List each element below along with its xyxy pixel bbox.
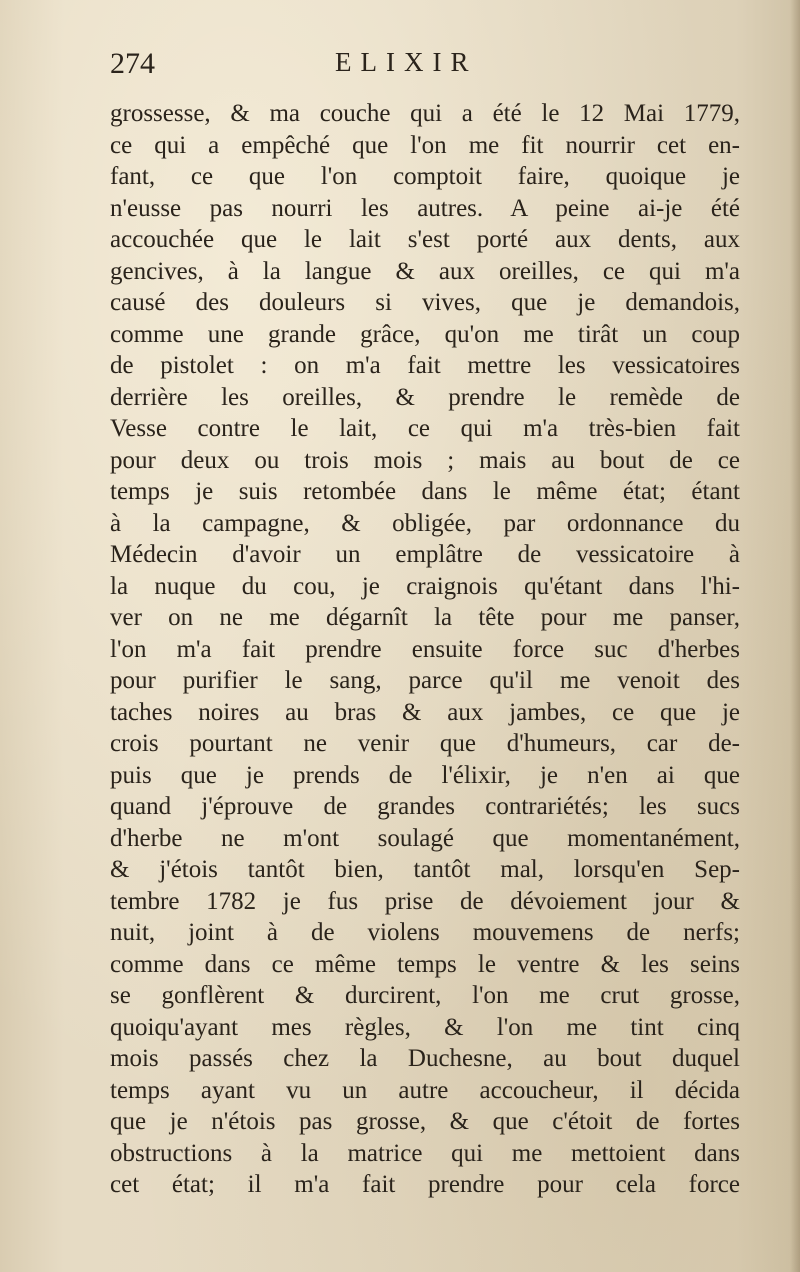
running-title: ELIXIR — [335, 47, 478, 77]
body-text — [110, 98, 740, 1201]
text-line: que je n'étois pas grosse, & que c'étoit de fortes — [110, 1108, 740, 1135]
text-line: à la campagne, & obligée, par ordonnance du — [110, 509, 740, 537]
text-line: nuit, joint à de violens mouvemens de nerfs; — [110, 919, 740, 946]
text-line: puis que je prends de l'élixir, je n'en ai que — [110, 761, 740, 789]
text-line: gencives, à la langue & aux oreilles, ce qui m'a — [110, 257, 740, 285]
text-line: quand j'éprouve de grandes contrariétés; les sucs — [110, 793, 740, 820]
text-line: temps je suis retombée dans le même état; étant — [110, 478, 740, 505]
text-line: comme dans ce même temps le ventre & les seins — [110, 950, 740, 978]
text-line: pour purifier le sang, parce qu'il me venoit des — [110, 667, 740, 694]
text-line: mois passés chez la Duchesne, au bout duquel — [110, 1045, 740, 1072]
text-line: cet état; il m'a fait prendre pour cela force — [110, 1171, 740, 1198]
text-line: crois pourtant ne venir que d'humeurs, car de- — [110, 730, 740, 757]
text-line: comme une grande grâce, qu'on me tirât un coup — [110, 320, 740, 348]
page-header — [110, 47, 730, 87]
text-line: accouchée que le lait s'est porté aux dents, aux — [110, 226, 740, 253]
text-line: & j'étois tantôt bien, tantôt mal, lorsqu'en Sep- — [110, 856, 740, 883]
text-line: quoiqu'ayant mes règles, & l'on me tint cinq — [110, 1013, 740, 1041]
text-line: obstructions à la matrice qui me mettoient dans — [110, 1139, 740, 1167]
text-line: derrière les oreilles, & prendre le remède de — [110, 383, 740, 411]
text-line: la nuque du cou, je craignois qu'étant dans l'hi- — [110, 572, 740, 600]
text-line: n'eusse pas nourri les autres. A peine ai-je été — [110, 194, 740, 222]
text-line: causé des douleurs si vives, que je demandois, — [110, 289, 740, 316]
text-line: ce qui a empêché que l'on me fit nourrir cet en- — [110, 131, 740, 159]
text-line: d'herbe ne m'ont soulagé que momentanément, — [110, 824, 740, 852]
text-line: taches noires au bras & aux jambes, ce que je — [110, 698, 740, 726]
page-edge-shadow — [790, 0, 800, 1272]
text-line: tembre 1782 je fus prise de dévoiement jour & — [110, 887, 740, 915]
text-line: de pistolet : on m'a fait mettre les vessicatoires — [110, 352, 740, 379]
text-line: Médecin d'avoir un emplâtre de vessicatoire à — [110, 541, 740, 568]
text-line: se gonflèrent & durcirent, l'on me crut grosse, — [110, 982, 740, 1009]
text-line: Vesse contre le lait, ce qui m'a très-bien fait — [110, 415, 740, 442]
text-line: ver on ne me dégarnît la tête pour me panser, — [110, 604, 740, 631]
text-line: l'on m'a fait prendre ensuite force suc d'herbes — [110, 635, 740, 663]
text-line: pour deux ou trois mois ; mais au bout de ce — [110, 446, 740, 474]
text-line: grossesse, & ma couche qui a été le 12 Mai 1779, — [110, 100, 740, 127]
text-line: fant, ce que l'on comptoit faire, quoique je — [110, 163, 740, 190]
text-line: temps ayant vu un autre accoucheur, il décida — [110, 1076, 740, 1104]
page-number: 274 — [110, 47, 155, 80]
